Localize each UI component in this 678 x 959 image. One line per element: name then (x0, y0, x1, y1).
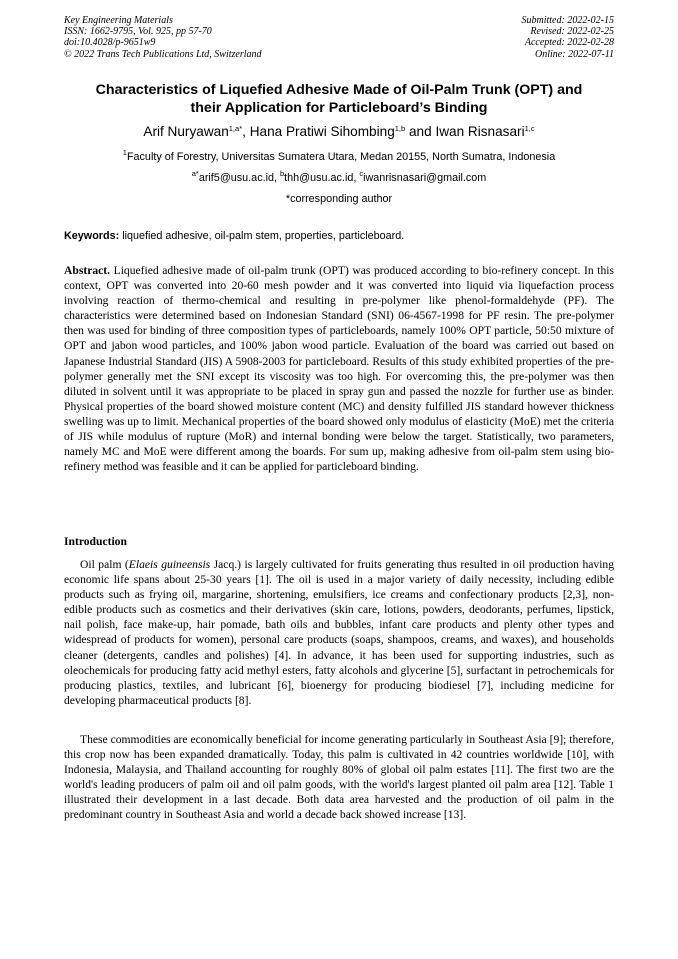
email-mark: a* (191, 169, 199, 178)
affiliation-mark: 1 (122, 148, 127, 157)
introduction-paragraph-1 (64, 557, 614, 708)
paragraph-text: Oil palm ( (80, 558, 129, 571)
author-name: Arif Nuryawan (143, 124, 229, 139)
paragraph-text: These commodities are economically beneficial for income generating particularly in Southeast Asia [9]; therefore, this crop now has been expanded dramatically. Today, this palm is cultivated in 42 countries worldwide [10], with Indonesia, Malaysia, and Thailand accounting for roughly 80% of global oil palm estates [11]. The first two are the world's leading producers of palm oil and oil palm goods, with the world's largest planted oil palm area [12]. Table 1 illustrated their development in a last decade. Both data area harvested and the production of oil palm in the predominant country in Southeast Asia and world a decade back showed increase [13]. (64, 733, 614, 822)
title-line-2: their Application for Particleboard’s Binding (190, 100, 488, 116)
author-name: Iwan Risnasari (435, 124, 525, 139)
corresponding-author-note: *corresponding author (285, 193, 393, 205)
accepted-date: Accepted: 2022-02-28 (524, 37, 614, 49)
introduction-heading: Introduction (64, 535, 127, 548)
author-emails (40, 171, 638, 185)
email-mark: c (359, 169, 364, 178)
author-separator: and (405, 124, 436, 139)
email-mark: b (280, 169, 285, 178)
species-name: Elaeis guineensis (128, 558, 211, 571)
abstract (64, 263, 614, 474)
keywords-label: Keywords: (64, 230, 120, 242)
abstract-text: Liquefied adhesive made of oil-palm trunk (OPT) was produced according to bio-refinery concept. In this context, OPT was converted into 20-60 mesh powder and it was converted into liquid via liquefaction process involving reaction of thermo-chemical and resulting in pre-polymer like phenol-formaldehyde (PF). The characteristics were determined based on Indonesian Standard (SNI) 06-4567-1998 for PF resin. The pre-polymer then was used for binding of three composition types of particleboards, namely 100% OPT particle, 50:50 mixture of OPT and jabon wood particles, and 100% jabon wood particle. Evaluation of the board was carried out based on Japanese Industrial Standard (JIS) A 5908-2003 for particleboard. Results of this study exhibited properties of the pre-polymer generally met the SNI except its viscosity was too high. For overcoming this, the pre-polymer was then diluted in solvent until it was appropriate to be placed in spray gun and passed the nozzle for further use as binder. Physical properties of the board showed moisture content (MC) and density fulfilled JIS standard however thickness swelling was up to limit. Mechanical properties of the board showed only modulus of elasticity (MoE) met the criteria of JIS while modulus of rupture (MoR) and internal bonding were below the target. Statistically, two parameters, namely MC and MoE were different among the boards. For sum up, making adhesive from oil-palm stem using bio-refinery method was feasible and it can be applied for particleboard binding. (64, 264, 614, 474)
affiliation (40, 150, 638, 164)
journal-name: Key Engineering Materials (64, 15, 173, 26)
online-date: Online: 2022-07-11 (535, 48, 614, 60)
revised-date: Revised: 2022-02-25 (530, 26, 614, 38)
publication-dates (522, 15, 615, 60)
keywords-text: liquefied adhesive, oil-palm stem, properties, particleboard. (119, 230, 405, 242)
journal-info (64, 15, 262, 60)
email-address[interactable]: iwanrisnasari@gmail.com (363, 172, 487, 184)
author-affiliation-mark: 1,c (524, 124, 535, 133)
issn-line: ISSN: 1662-9795, Vol. 925, pp 57-70 (64, 26, 212, 38)
affiliation-text: Faculty of Forestry, Universitas Sumatera Utara, Medan 20155, North Sumatra, Indonesia (126, 151, 556, 163)
author-separator: , (242, 124, 250, 139)
author-name: Hana Pratiwi Sihombing (249, 124, 395, 139)
title-line-1: Characteristics of Liquefied Adhesive Made of Oil-Palm Trunk (OPT) and (95, 82, 583, 98)
author-list (40, 123, 638, 141)
email-address[interactable]: thh@usu.ac.id, (284, 172, 360, 184)
paper-title (40, 81, 638, 117)
author-affiliation-mark: 1,b (394, 124, 406, 133)
author-affiliation-mark: 1,a* (228, 124, 243, 133)
email-address[interactable]: arif5@usu.ac.id, (198, 172, 280, 184)
introduction-paragraph-2 (64, 732, 614, 823)
submitted-date: Submitted: 2022-02-15 (521, 15, 614, 26)
doi-line: doi:10.4028/p-9651w9 (64, 37, 156, 49)
keywords (64, 229, 624, 243)
copyright-line: © 2022 Trans Tech Publications Ltd, Switzerland (64, 48, 262, 60)
abstract-label: Abstract. (64, 264, 111, 277)
paragraph-text: Jacq.) is largely cultivated for fruits generating thus resulted in oil production having economic life spans about 25-30 years [1]. The oil is used in a major variety of daily necessity, including edible products such as frying oil, margarine, shortening, emulsifiers, ice creams and confectionary products [2,3], non-edible products such as cosmetics and their derivatives (skin care, lotions, powders, deodorants, perfumes, lipstick, nail polish, face make-up, hair pomade, bath oils and bubbles, infant care products and plenty other types and widespread of products for women), personal care products (soaps, shampoos, creams, and waxes), and households cleaner (detergents, candles and polishes) [4]. In advance, it has been used for supporting industries, such as oleochemicals for producing fatty acid methyl esters, fatty alcohols and glycerine [5], surfactant in petrochemicals for producing plastics, textiles, and lubricant [6], bioenergy for producing biodiesel [7], including medicine for developing pharmaceutical products [8]. (64, 558, 615, 707)
